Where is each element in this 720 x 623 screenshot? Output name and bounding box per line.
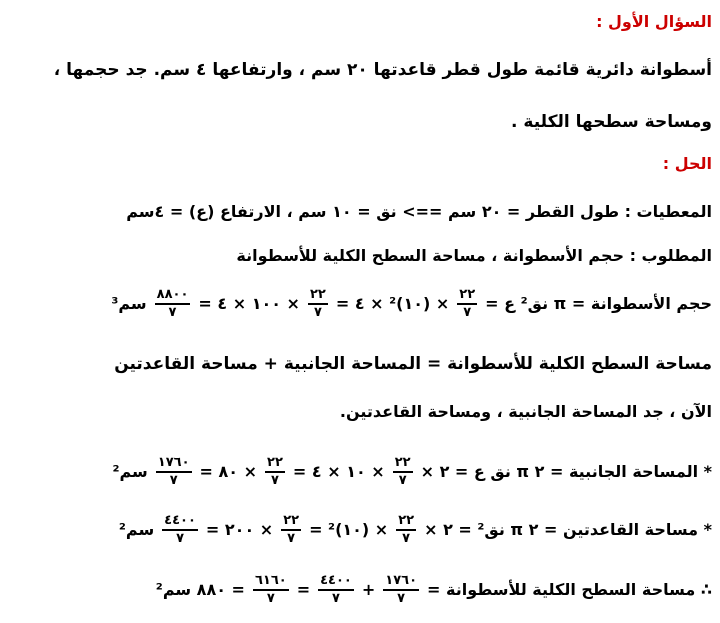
fraction-numerator: ٢٢: [281, 514, 301, 531]
volume-fraction-3: [155, 288, 191, 320]
bases-fraction-3: [162, 514, 198, 546]
question-heading: السؤال الأول :: [596, 12, 712, 31]
total-lhs: ∴ مساحة السطح الكلية للأسطوانة =: [427, 580, 712, 599]
volume-fraction-2: [308, 288, 328, 320]
fraction-denominator: ٧: [176, 531, 185, 546]
total-mid-1: +: [361, 580, 376, 599]
lateral-fraction-1: [393, 456, 413, 488]
fraction-numerator: ٢٢: [396, 514, 416, 531]
fraction-numerator: ١٧٦٠: [156, 456, 192, 473]
fraction-numerator: ٢٢: [393, 456, 413, 473]
bases-unit: سم²: [118, 520, 155, 539]
total-area-equation: [10, 574, 712, 606]
fraction-numerator: ٦١٦٠: [253, 574, 289, 591]
total-fraction-1: [383, 574, 419, 606]
volume-fraction-1: [457, 288, 477, 320]
fraction-numerator: ١٧٦٠: [383, 574, 419, 591]
lateral-fraction-2: [265, 456, 285, 488]
fraction-denominator: ٧: [463, 305, 472, 320]
volume-lhs: حجم الأسطوانة = π نق² ع =: [485, 294, 712, 313]
fraction-denominator: ٧: [287, 531, 296, 546]
lateral-area-equation: [10, 456, 712, 488]
volume-mid-2: × ١٠٠ × ٤ =: [198, 294, 300, 313]
fraction-denominator: ٧: [168, 305, 177, 320]
question-text-line1: أسطوانة دائرية قائمة طول قطر قاعدتها ٢٠ سم ، وارتفاعها ٤ سم. جد حجمها ،: [53, 60, 712, 80]
surface-formula-line: مساحة السطح الكلية للأسطوانة = المساحة الجانبية + مساحة القاعدتين: [114, 354, 712, 374]
bases-mid-1: × (١٠)² =: [309, 520, 389, 539]
fraction-denominator: ٧: [169, 473, 178, 488]
fraction-numerator: ٢٢: [457, 288, 477, 305]
total-tail: = ٨٨٠ سم²: [155, 580, 245, 599]
total-fraction-3: [253, 574, 289, 606]
question-text-line2: ومساحة سطحها الكلية .: [511, 112, 712, 132]
required-line: المطلوب : حجم الأسطوانة ، مساحة السطح الكلية للأسطوانة: [236, 246, 712, 265]
fraction-denominator: ٧: [271, 473, 279, 488]
fraction-numerator: ٨٨٠٠: [155, 288, 191, 305]
total-fraction-2: [318, 574, 354, 606]
fraction-denominator: ٧: [402, 531, 411, 546]
fraction-numerator: ٢٢: [308, 288, 328, 305]
bases-fraction-1: [396, 514, 416, 546]
fraction-denominator: ٧: [332, 591, 340, 606]
bases-fraction-2: [281, 514, 301, 546]
fraction-denominator: ٧: [398, 473, 407, 488]
now-find-line: الآن ، جد المساحة الجانبية ، ومساحة القاعدتين.: [339, 402, 712, 421]
bases-mid-2: × ٢٠٠ =: [205, 520, 274, 539]
solution-heading: الحل :: [662, 154, 712, 173]
fraction-denominator: ٧: [313, 305, 322, 320]
bases-lhs: * مساحة القاعدتين = ٢ π نق² = ٢ ×: [424, 520, 712, 539]
fraction-numerator: ٢٢: [265, 456, 285, 473]
lateral-fraction-3: [156, 456, 192, 488]
lateral-lhs: * المساحة الجانبية = ٢ π نق ع = ٢ ×: [420, 462, 712, 481]
fraction-denominator: ٧: [266, 591, 275, 606]
givens-line: المعطيات : طول القطر = ٢٠ سم ==> نق = ١٠ سم ، الارتفاع (ع) = ٤سم: [126, 202, 712, 221]
fraction-denominator: ٧: [397, 591, 406, 606]
fraction-numerator: ٤٤٠٠: [162, 514, 198, 531]
lateral-unit: سم²: [112, 462, 148, 481]
volume-mid-1: × (١٠)² × ٤ =: [335, 294, 450, 313]
fraction-numerator: ٤٤٠٠: [318, 574, 354, 591]
total-mid-2: =: [296, 580, 311, 599]
volume-equation: [10, 288, 712, 320]
lateral-mid-1: × ١٠ × ٤ =: [292, 462, 385, 481]
volume-unit: سم³: [111, 294, 147, 313]
lateral-mid-2: × ٨٠ =: [199, 462, 258, 481]
bases-area-equation: [10, 514, 712, 546]
